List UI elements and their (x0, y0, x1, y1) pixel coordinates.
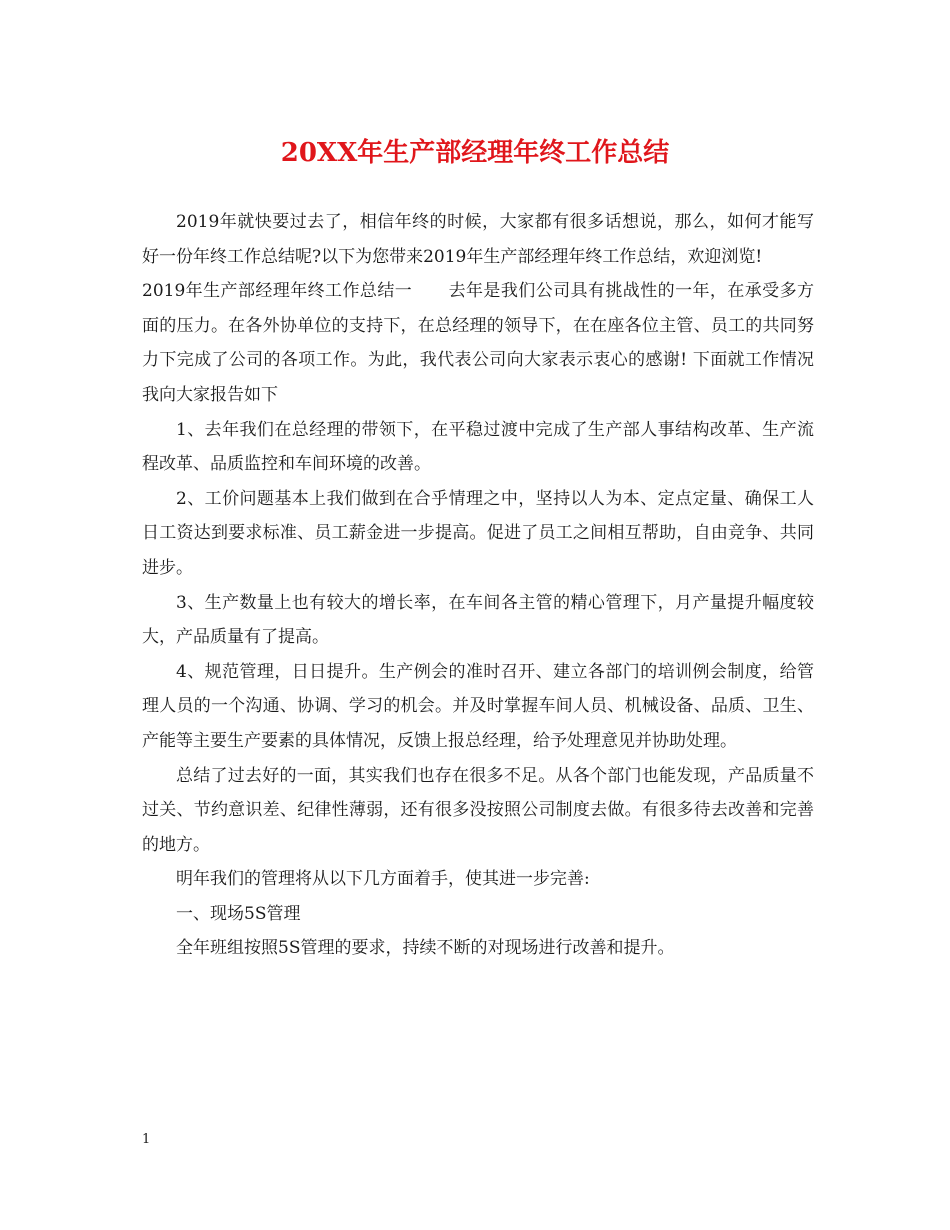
plan-intro-paragraph: 明年我们的管理将从以下几方面着手，使其进一步完善: (176, 869, 590, 890)
plan-detail-paragraph: 全年班组按照5S管理的要求，持续不断的对现场进行改善和提升。 (176, 938, 675, 959)
list-item-1: 1、去年我们在总经理的带领下，在平稳过渡中完成了生产部人事结构改革、生产流程改革、品质监控和车间环境的改善。 (142, 419, 814, 475)
summary-paragraph: 总结了过去好的一面，其实我们也存在很多不足。从各个部门也能发现，产品质量不过关、节约意识差、纪律性薄弱，还有很多没按照公司制度去做。有很多待去改善和完善的地方。 (142, 765, 814, 855)
section-heading: 2019年生产部经理年终工作总结一 (142, 281, 413, 302)
section-paragraph (142, 274, 814, 412)
section-lead: 去年是我们公司具有挑战性的一年，在承受多方面的压力。在各外协单位的支持下，在总经理的领导下，在在座各位主管、员工的共同努力下完成了公司的各项工作。为此，我代表公司向大家表示衷心的感谢! 下面就工作情况我向大家报告如下 (142, 281, 815, 405)
document-title: 20XX年生产部经理年终工作总结 (280, 138, 670, 168)
plan-heading: 一、现场5S管理 (176, 903, 301, 924)
intro-paragraph: 2019年就快要过去了，相信年终的时候，大家都有很多话想说，那么，如何才能写好一份年终工作总结呢?以下为您带来2019年生产部经理年终工作总结，欢迎浏览! (142, 212, 814, 267)
list-item-3: 3、生产数量上也有较大的增长率，在车间各主管的精心管理下，月产量提升幅度较大，产品质量有了提高。 (142, 592, 814, 648)
list-item-4: 4、规范管理，日日提升。生产例会的准时召开、建立各部门的培训例会制度，给管理人员的一个沟通、协调、学习的机会。并及时掌握车间人员、机械设备、品质、卫生、产能等主要生产要素的具体情况，反馈上报总经理，给予处理意见并协助处理。 (142, 661, 814, 751)
page-number: 1 (142, 1132, 151, 1147)
list-item-2: 2、工价问题基本上我们做到在合乎情理之中，坚持以人为本、定点定量、确保工人日工资达到要求标准、员工薪金进一步提高。促进了员工之间相互帮助，自由竞争、共同进步。 (142, 488, 814, 578)
document-body (142, 205, 814, 966)
